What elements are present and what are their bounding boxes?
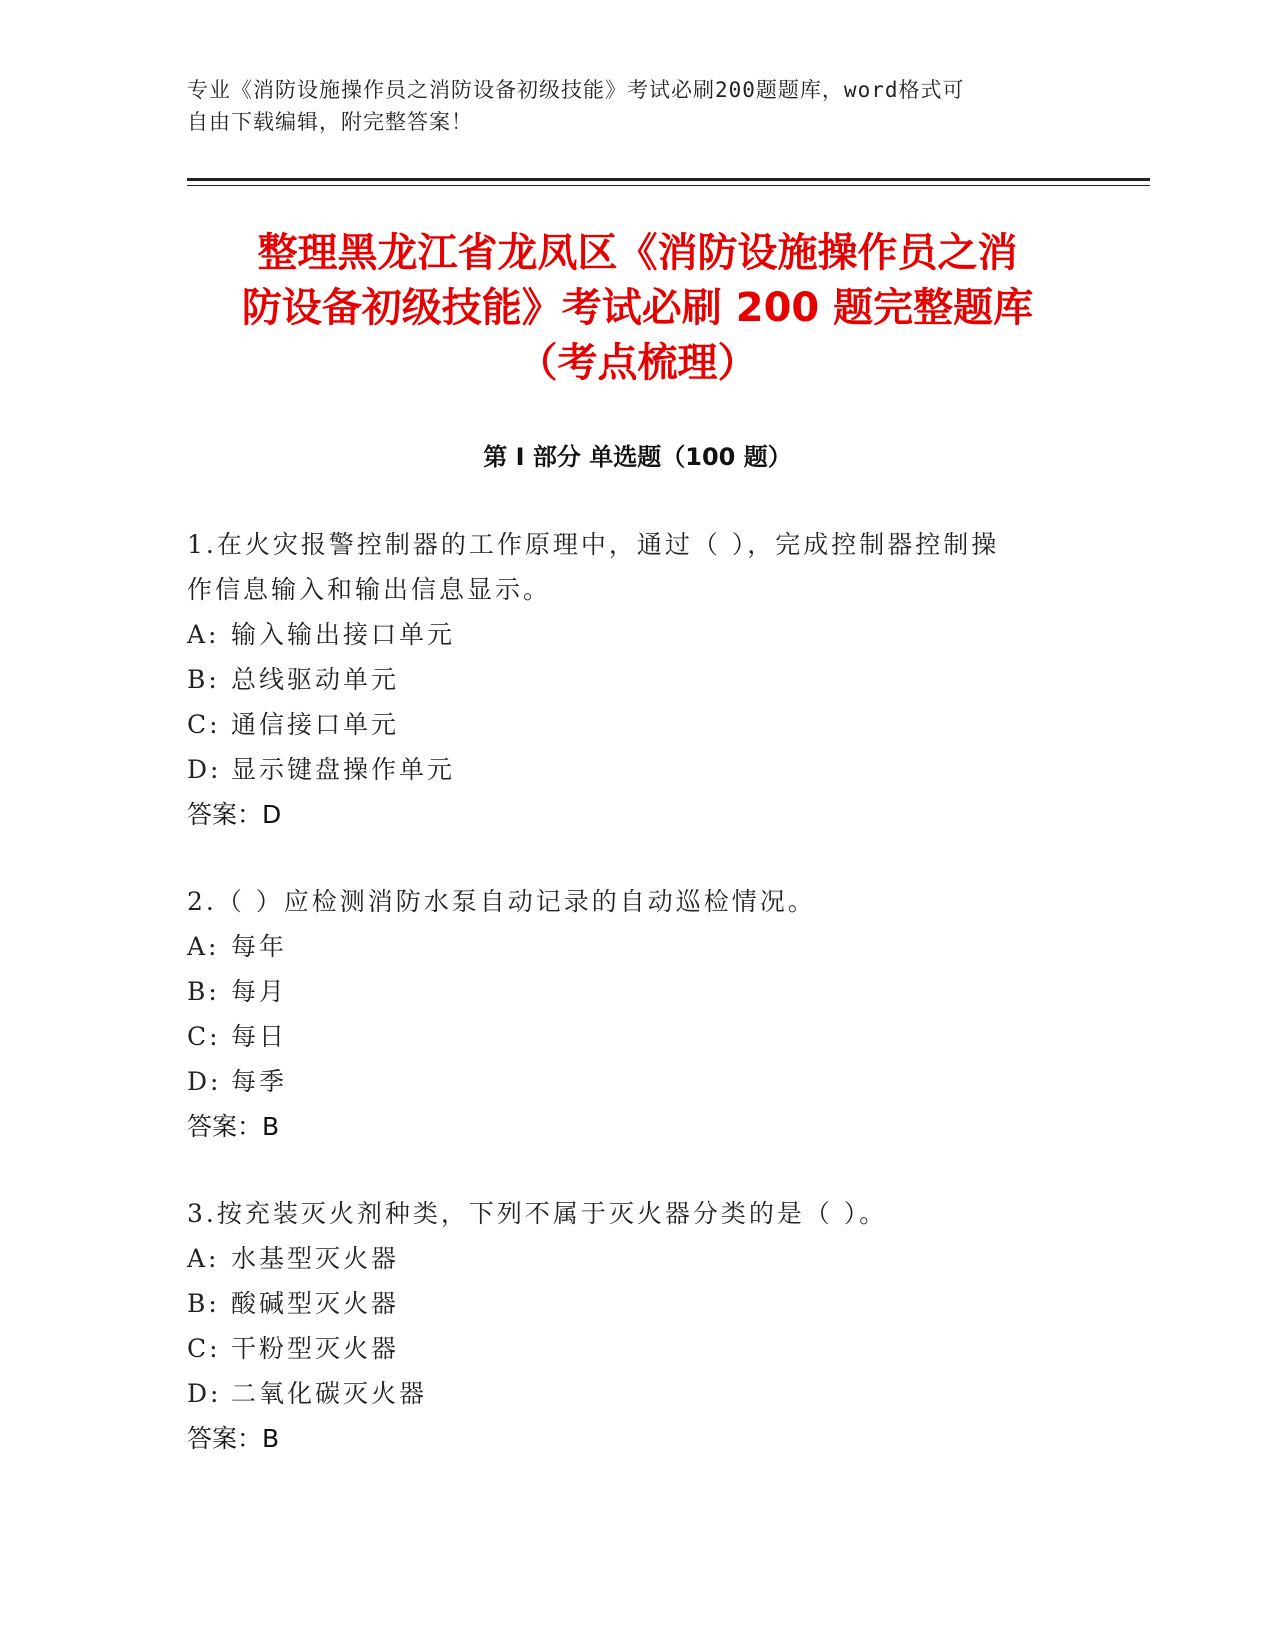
option-letter: A:: [187, 932, 220, 961]
option-text: 每月: [231, 977, 288, 1006]
option-b: [187, 657, 1067, 702]
option-text: 每季: [231, 1067, 288, 1096]
header-divider-thick: [187, 178, 1150, 181]
option-letter: D:: [187, 1067, 222, 1096]
option-letter: C:: [187, 1022, 221, 1051]
option-text: 通信接口单元: [231, 710, 400, 739]
option-b: [187, 1281, 1067, 1326]
option-letter: C:: [187, 710, 221, 739]
option-c: [187, 1014, 1067, 1059]
option-letter: D:: [187, 755, 222, 784]
option-a: [187, 612, 1067, 657]
header-note-line-1: 专业《消防设施操作员之消防设备初级技能》考试必刷200题题库，word格式可: [187, 78, 965, 102]
option-text: 干粉型灭火器: [231, 1334, 400, 1363]
document-title-line-3: （考点梳理）: [517, 340, 758, 386]
question-stem: 2.（ ）应检测消防水泵自动记录的自动巡检情况。: [187, 887, 816, 916]
question-stem-continued: 作信息输入和输出信息显示。: [187, 575, 552, 604]
option-text: 显示键盘操作单元: [231, 755, 456, 784]
header-divider-thin: [187, 185, 1150, 186]
document-title-line-1: 整理黑龙江省龙凤区《消防设施操作员之消: [257, 230, 1018, 276]
question-stem: 1.在火灾报警控制器的工作原理中，通过（ ），完成控制器控制操: [187, 530, 1000, 559]
option-letter: B:: [187, 977, 220, 1006]
answer-line: 答案：D: [187, 800, 282, 829]
option-b: [187, 969, 1067, 1014]
header-note-line-2: 自由下载编辑，附完整答案！: [187, 110, 473, 134]
answer-line: 答案：B: [187, 1424, 280, 1453]
question-2: [187, 879, 1067, 1149]
document-title-line-2: 防设备初级技能》考试必刷 200 题完整题库: [241, 285, 1034, 331]
question-3: [187, 1191, 1067, 1461]
question-list: [187, 522, 1067, 1503]
option-text: 总线驱动单元: [231, 665, 400, 694]
header-note: [187, 74, 1067, 138]
option-d: [187, 1371, 1067, 1416]
option-letter: A:: [187, 1244, 220, 1273]
option-text: 二氧化碳灭火器: [231, 1379, 428, 1408]
option-text: 酸碱型灭火器: [231, 1289, 400, 1318]
option-text: 每日: [231, 1022, 288, 1051]
option-text: 水基型灭火器: [231, 1244, 400, 1273]
answer-line: 答案：B: [187, 1112, 280, 1141]
option-c: [187, 1326, 1067, 1371]
option-letter: D:: [187, 1379, 222, 1408]
question-stem: 3.按充装灭火剂种类，下列不属于灭火器分类的是（ ）。: [187, 1199, 888, 1228]
option-a: [187, 1236, 1067, 1281]
option-a: [187, 924, 1067, 969]
option-text: 输入输出接口单元: [231, 620, 456, 649]
question-1: [187, 522, 1067, 837]
option-letter: B:: [187, 665, 220, 694]
option-d: [187, 1059, 1067, 1104]
option-letter: B:: [187, 1289, 220, 1318]
option-d: [187, 747, 1067, 792]
option-c: [187, 702, 1067, 747]
option-letter: C:: [187, 1334, 221, 1363]
document-title: [150, 226, 1125, 391]
option-text: 每年: [231, 932, 288, 961]
section-title: 第 I 部分 单选题（100 题）: [483, 443, 792, 471]
option-letter: A:: [187, 620, 220, 649]
